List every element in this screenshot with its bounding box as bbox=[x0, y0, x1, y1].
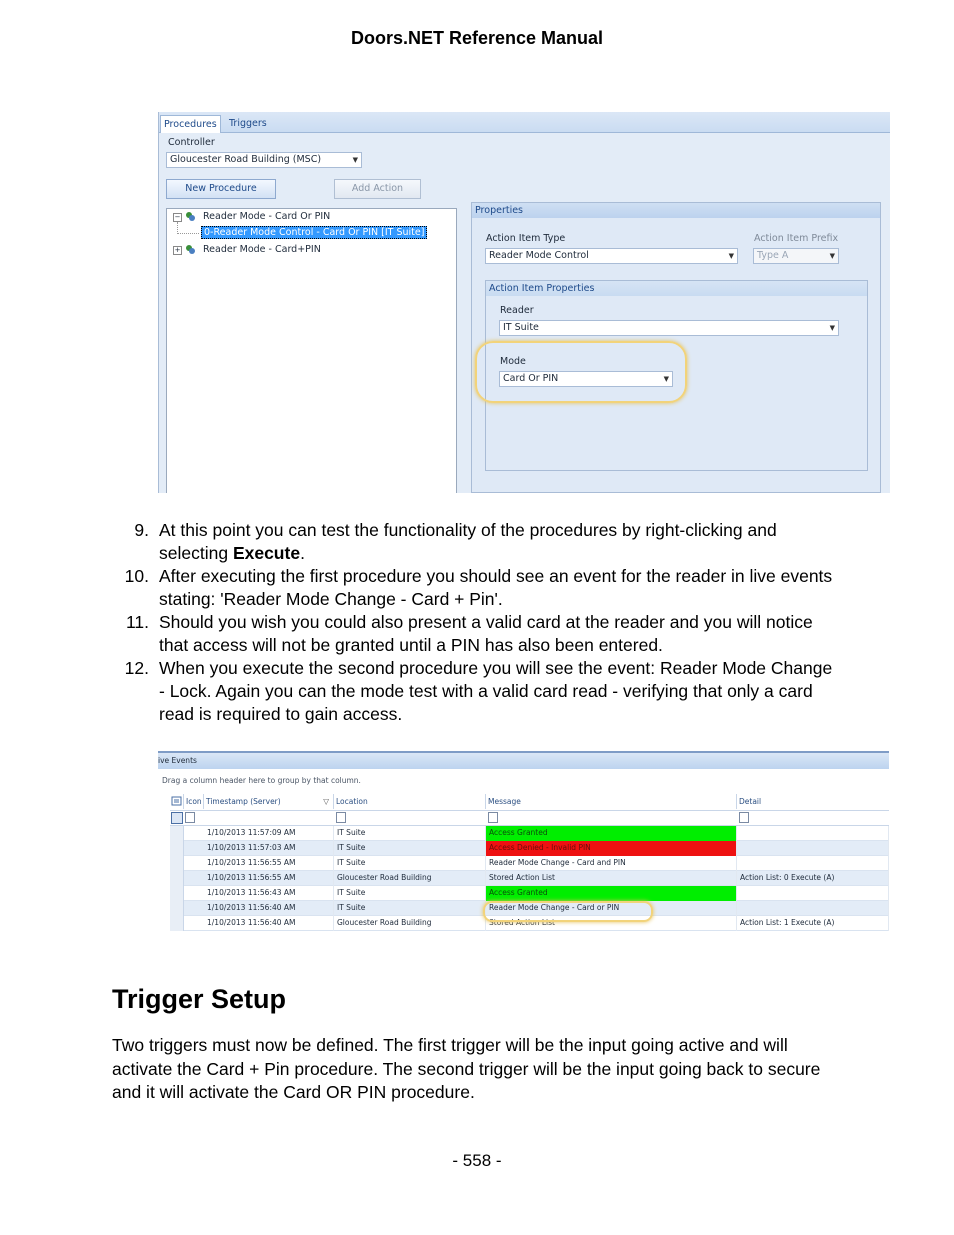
column-header-message[interactable]: Message bbox=[486, 794, 737, 809]
list-item bbox=[112, 519, 842, 565]
cell-location: IT Suite bbox=[334, 856, 486, 871]
highlight-ring bbox=[475, 341, 687, 403]
procedure-icon bbox=[185, 244, 196, 255]
row-selector[interactable] bbox=[170, 871, 184, 886]
live-events-screenshot bbox=[158, 748, 889, 932]
highlight-ring bbox=[483, 901, 653, 922]
chevron-down-icon: ▼ bbox=[352, 156, 358, 164]
cell-detail bbox=[737, 901, 889, 916]
filter-icon[interactable] bbox=[488, 812, 498, 823]
step-number: 12. bbox=[124, 658, 149, 678]
page-header: Doors.NET Reference Manual bbox=[350, 28, 604, 48]
steps-list bbox=[112, 519, 842, 726]
list-item bbox=[112, 565, 842, 611]
column-header-detail[interactable]: Detail bbox=[739, 797, 762, 806]
table-row[interactable] bbox=[170, 826, 889, 841]
cell-message: Reader Mode Change - Card and PIN bbox=[486, 856, 737, 871]
step-text: Should you wish you could also present a valid card at the reader and you will notice that access will not be granted until a PIN has also been entered. bbox=[159, 612, 813, 655]
cell-timestamp: 1/10/2013 11:56:55 AM bbox=[204, 856, 334, 871]
column-chooser-icon[interactable] bbox=[170, 794, 184, 809]
table-row[interactable] bbox=[170, 886, 889, 901]
cell-detail: Action List: 0 Execute (A) bbox=[737, 871, 889, 886]
chevron-down-icon: ▼ bbox=[728, 252, 734, 260]
column-header-timestamp-label: Timestamp (Server) bbox=[206, 797, 281, 806]
table-row[interactable] bbox=[170, 841, 889, 856]
add-action-button[interactable]: Add Action bbox=[334, 179, 421, 199]
cell-detail bbox=[737, 856, 889, 871]
row-selector[interactable] bbox=[170, 901, 184, 916]
step-text: When you execute the second procedure you will see the event: Reader Mode Change - Lock. Again you can the mode test with a valid card read - verifying that only a card read is required to gain access. bbox=[159, 658, 833, 724]
table-row[interactable] bbox=[170, 856, 889, 871]
tree-connector bbox=[177, 233, 199, 235]
cell-timestamp: 1/10/2013 11:57:03 AM bbox=[204, 841, 334, 856]
column-header-location[interactable]: Location bbox=[334, 794, 486, 809]
action-item-properties-panel bbox=[485, 280, 868, 471]
cell-message: Access Granted bbox=[486, 826, 737, 841]
expand-icon[interactable]: + bbox=[174, 246, 181, 254]
cell-location: IT Suite bbox=[334, 886, 486, 901]
cell-detail bbox=[737, 841, 889, 856]
cell-location: Gloucester Road Building bbox=[334, 916, 486, 931]
filter-icon[interactable] bbox=[739, 812, 749, 823]
action-item-prefix-value: Type A bbox=[757, 250, 789, 261]
filter-icon[interactable] bbox=[336, 812, 346, 823]
action-item-properties-title: Action Item Properties bbox=[486, 281, 867, 296]
step-bold-text: Execute bbox=[232, 543, 301, 563]
tree-node-card-or-pin[interactable]: Reader Mode - Card Or PIN bbox=[203, 211, 331, 222]
cell-location: IT Suite bbox=[334, 826, 486, 841]
cell-timestamp: 1/10/2013 11:56:43 AM bbox=[204, 886, 334, 901]
step-number: 11. bbox=[125, 612, 149, 632]
cell-message: Stored Action List bbox=[486, 916, 737, 931]
tab-triggers[interactable]: Triggers bbox=[229, 118, 267, 129]
mode-label: Mode bbox=[500, 356, 526, 367]
chevron-down-icon: ▼ bbox=[829, 324, 835, 332]
step-number: 10. bbox=[124, 566, 149, 586]
tree-node-card-plus-pin[interactable]: Reader Mode - Card+PIN bbox=[203, 244, 321, 255]
chevron-down-icon: ▼ bbox=[663, 375, 669, 383]
cell-detail: Action List: 1 Execute (A) bbox=[737, 916, 889, 931]
cell-timestamp: 1/10/2013 11:57:09 AM bbox=[204, 826, 334, 841]
reader-label: Reader bbox=[500, 305, 534, 316]
cell-message: Reader Mode Change - Card or PIN bbox=[486, 901, 737, 916]
column-header-timestamp[interactable] bbox=[204, 794, 334, 809]
cell-detail bbox=[737, 886, 889, 901]
cell-message: Access Denied - Invalid PIN bbox=[486, 841, 737, 856]
cell-location: IT Suite bbox=[334, 901, 486, 916]
cell-timestamp: 1/10/2013 11:56:55 AM bbox=[204, 871, 334, 886]
procedure-tree[interactable] bbox=[166, 208, 457, 493]
tab-procedures[interactable]: Procedures bbox=[160, 115, 221, 133]
step-number: 9. bbox=[134, 520, 149, 540]
tree-node-selected-action[interactable]: 0-Reader Mode Control - Card Or PIN [IT Suite] bbox=[201, 226, 427, 239]
list-item bbox=[112, 611, 842, 657]
reader-select[interactable] bbox=[499, 320, 839, 336]
tab-bar bbox=[159, 112, 890, 133]
page-number: - 558 - bbox=[452, 1151, 502, 1170]
action-item-type-label: Action Item Type bbox=[486, 233, 566, 244]
filter-row bbox=[170, 810, 889, 826]
step-text: At this point you can test the functionality of the procedures by right-clicking and selecting bbox=[159, 520, 777, 563]
section-heading: Trigger Setup bbox=[112, 984, 287, 1014]
controller-value: Gloucester Road Building (MSC) bbox=[170, 154, 322, 165]
cell-message: Access Granted bbox=[486, 886, 737, 901]
cell-location: Gloucester Road Building bbox=[334, 871, 486, 886]
action-item-type-value: Reader Mode Control bbox=[489, 250, 589, 261]
controller-select[interactable] bbox=[166, 152, 362, 168]
row-selector[interactable] bbox=[170, 856, 184, 871]
step-text: After executing the first procedure you should see an event for the reader in live events stating: 'Reader Mode Change - Card + Pin'. bbox=[159, 566, 833, 609]
collapse-icon[interactable]: − bbox=[174, 213, 181, 221]
procedure-icon bbox=[185, 211, 196, 222]
sort-descending-icon: ▽ bbox=[323, 797, 329, 806]
chevron-down-icon: ▼ bbox=[829, 252, 835, 260]
new-procedure-button[interactable]: New Procedure bbox=[166, 179, 276, 199]
action-item-prefix-select[interactable] bbox=[753, 248, 839, 264]
row-selector[interactable] bbox=[170, 826, 184, 841]
step-text-end: . bbox=[300, 543, 305, 563]
live-events-title: ive Events bbox=[158, 751, 889, 769]
section-paragraph: Two triggers must now be defined. The first trigger will be the input going active and will activate the Card + Pin procedure. The second trigger will be the input going back to secure and it will activate the Card OR PIN procedure. bbox=[112, 1035, 821, 1102]
column-header-icon[interactable]: Icon bbox=[184, 794, 204, 809]
row-selector[interactable] bbox=[170, 916, 184, 931]
filter-clear-icon[interactable] bbox=[171, 812, 183, 824]
action-item-type-select[interactable] bbox=[485, 248, 738, 264]
cell-detail bbox=[737, 826, 889, 841]
properties-panel bbox=[471, 202, 881, 493]
procedures-screenshot bbox=[158, 112, 890, 493]
action-item-prefix-label: Action Item Prefix bbox=[754, 233, 839, 244]
properties-title: Properties bbox=[472, 203, 880, 218]
cell-timestamp: 1/10/2013 11:56:40 AM bbox=[204, 916, 334, 931]
cell-timestamp: 1/10/2013 11:56:40 AM bbox=[204, 901, 334, 916]
reader-value: IT Suite bbox=[503, 322, 539, 333]
table-row[interactable] bbox=[170, 871, 889, 886]
row-selector[interactable] bbox=[170, 886, 184, 901]
row-selector[interactable] bbox=[170, 841, 184, 856]
mode-value: Card Or PIN bbox=[503, 373, 559, 384]
cell-message: Stored Action List bbox=[486, 871, 737, 886]
filter-icon[interactable] bbox=[185, 812, 195, 823]
list-item bbox=[112, 657, 842, 726]
group-by-hint: Drag a column header here to group by that column. bbox=[162, 776, 361, 785]
controller-label: Controller bbox=[168, 137, 215, 148]
cell-location: IT Suite bbox=[334, 841, 486, 856]
